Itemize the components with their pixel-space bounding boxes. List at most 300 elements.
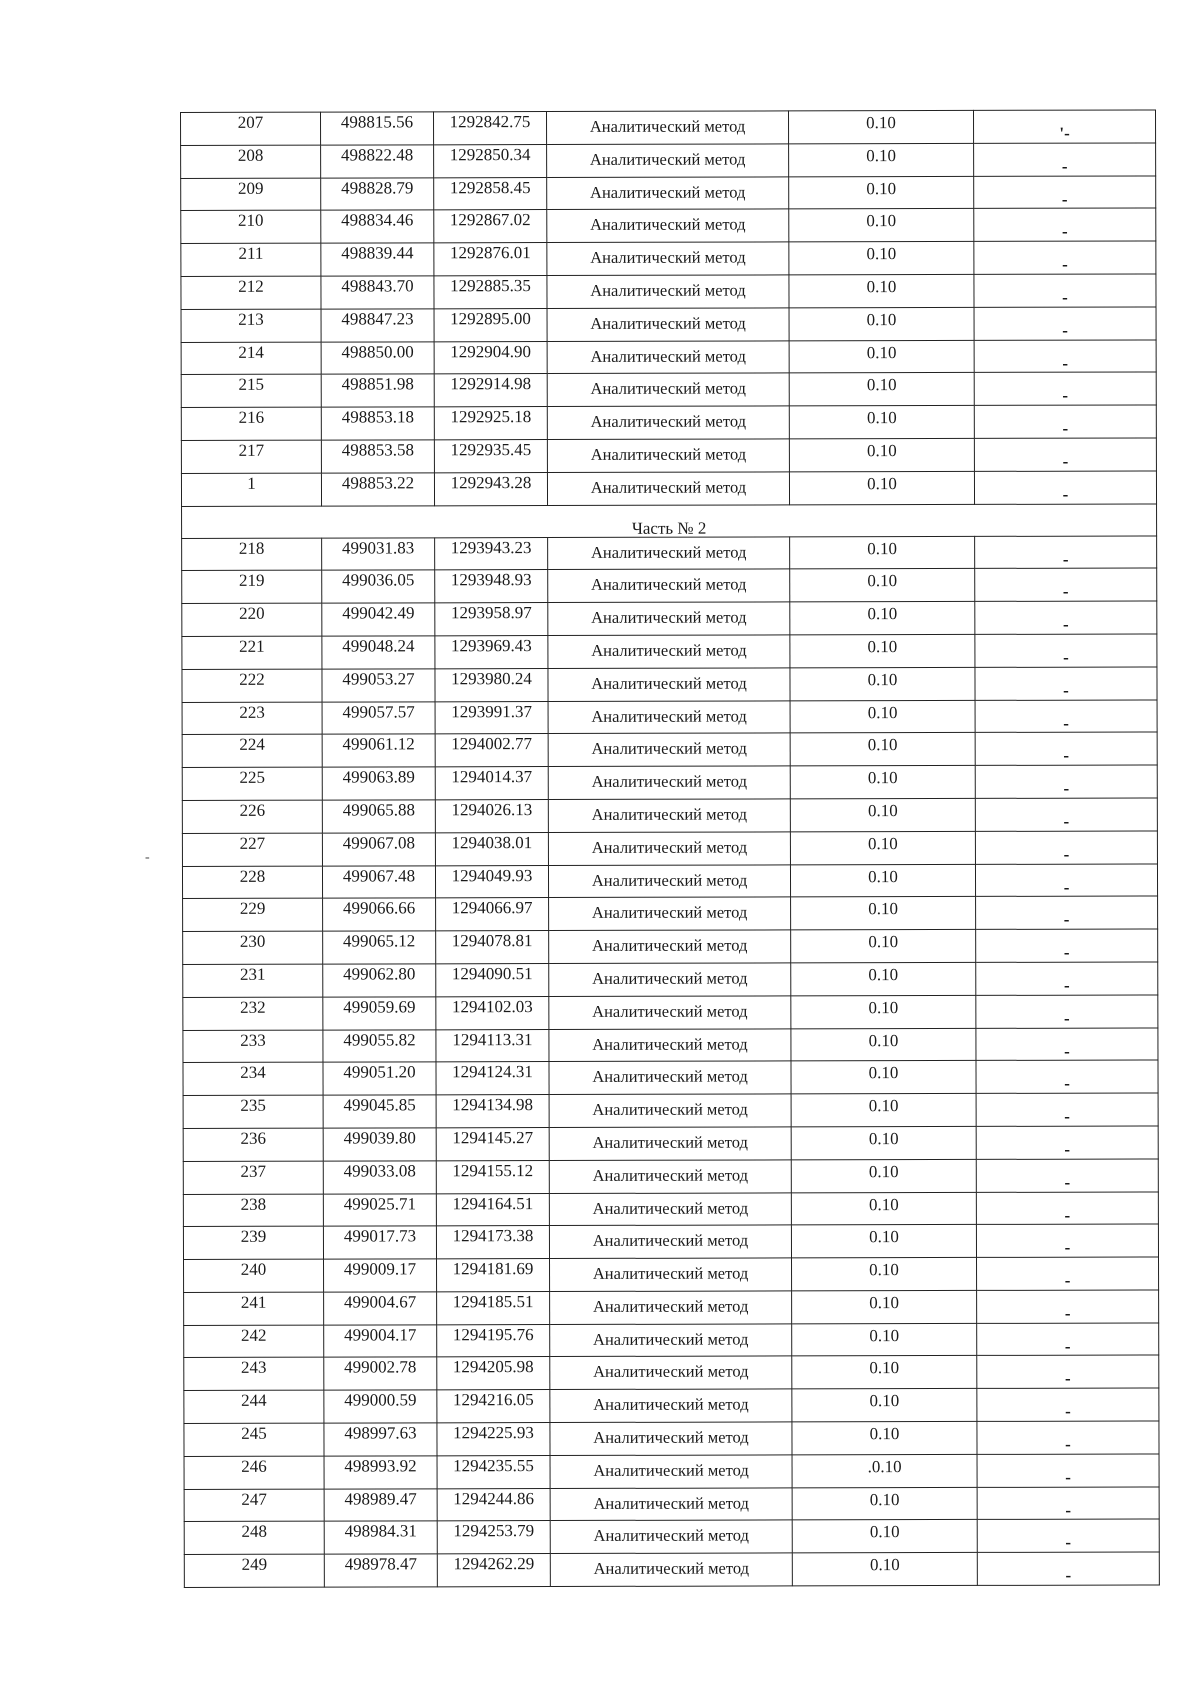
point-number-text: 236	[240, 1128, 266, 1148]
method-cell	[550, 1488, 792, 1521]
x-coordinate-text: 498989.47	[344, 1489, 417, 1509]
accuracy-text: 0.10	[869, 1358, 900, 1378]
point-number-cell	[181, 112, 321, 145]
y-coordinate-cell	[436, 1095, 549, 1128]
y-coordinate-text: 1294155.12	[452, 1160, 534, 1180]
note-cell	[975, 798, 1157, 831]
method-cell	[547, 406, 789, 439]
note-cell	[977, 1454, 1159, 1487]
y-coordinate-text: 1292925.18	[450, 407, 532, 427]
accuracy-text: 0.10	[866, 342, 897, 362]
y-coordinate-text: 1294185.51	[452, 1291, 534, 1312]
x-coordinate-cell	[323, 1095, 436, 1128]
method-cell	[547, 144, 789, 177]
x-coordinate-text: 499031.83	[341, 537, 415, 558]
y-coordinate-cell	[435, 668, 548, 701]
section-header	[182, 504, 1157, 539]
x-coordinate-cell	[322, 603, 435, 636]
method-text: Аналитический метод	[591, 870, 748, 890]
note-cell	[974, 176, 1156, 209]
y-coordinate-text: 1294225.93	[453, 1423, 534, 1443]
method-text: Аналитический метод	[590, 477, 747, 497]
note-cell	[975, 765, 1157, 798]
note-cell	[975, 667, 1157, 700]
point-number-text: 222	[239, 669, 265, 689]
x-coordinate-text: 499066.66	[342, 898, 416, 918]
scan-speck: -	[145, 850, 150, 865]
table-row	[181, 176, 1156, 211]
x-coordinate-cell	[324, 1259, 437, 1292]
y-coordinate-cell	[434, 276, 547, 309]
accuracy-text: 0.10	[868, 997, 899, 1017]
accuracy-cell	[791, 1225, 976, 1258]
accuracy-text: 0.10	[869, 1325, 900, 1345]
x-coordinate-text: 499045.85	[343, 1095, 416, 1115]
y-coordinate-text: 1294014.37	[451, 767, 533, 787]
x-coordinate-text: 498843.70	[341, 276, 414, 296]
x-coordinate-cell	[321, 243, 434, 276]
accuracy-cell	[791, 995, 976, 1028]
point-number-cell	[181, 178, 321, 211]
point-number-cell	[183, 1030, 323, 1063]
x-coordinate-text: 499017.73	[343, 1226, 417, 1246]
accuracy-cell	[790, 569, 975, 602]
accuracy-text: 0.10	[866, 113, 896, 133]
method-cell	[550, 1356, 792, 1389]
method-cell	[549, 963, 791, 996]
note-cell	[976, 1093, 1158, 1126]
point-number-text: 241	[240, 1292, 267, 1312]
note-cell	[975, 732, 1157, 765]
method-cell	[549, 1225, 791, 1258]
table-row	[184, 1454, 1159, 1489]
y-coordinate-text: 1294262.29	[453, 1554, 535, 1574]
accuracy-cell	[791, 1126, 976, 1159]
point-number-text: 233	[240, 1030, 266, 1050]
method-text: Аналитический метод	[592, 1296, 749, 1316]
point-number-text: 240	[240, 1259, 267, 1279]
table-row	[182, 667, 1157, 702]
point-number-cell	[182, 636, 322, 669]
note-cell	[974, 274, 1156, 307]
y-coordinate-text: 1292885.35	[450, 276, 531, 296]
accuracy-cell	[791, 1159, 976, 1192]
accuracy-text: 0.10	[868, 1030, 899, 1050]
accuracy-cell	[792, 1553, 977, 1586]
method-text: Аналитический метод	[590, 346, 746, 366]
x-coordinate-text: 498984.31	[344, 1521, 417, 1542]
method-cell	[550, 1553, 792, 1586]
point-number-text: 212	[238, 276, 264, 296]
table-row	[182, 798, 1157, 833]
y-coordinate-cell	[437, 1455, 550, 1488]
accuracy-text: 0.10	[866, 211, 897, 231]
y-coordinate-text: 1292842.75	[449, 112, 531, 132]
point-number-cell	[183, 1161, 323, 1194]
y-coordinate-cell	[437, 1324, 550, 1357]
y-coordinate-cell	[437, 1423, 550, 1456]
method-cell	[547, 209, 789, 242]
note-text: -	[1065, 1500, 1072, 1520]
note-text: -	[1063, 910, 1070, 930]
method-cell	[549, 1192, 791, 1225]
method-cell	[547, 111, 789, 144]
point-number-cell	[182, 866, 322, 899]
point-number-cell	[182, 800, 322, 833]
x-coordinate-cell	[321, 407, 434, 440]
method-cell	[547, 177, 789, 210]
note-text: -	[1062, 582, 1069, 602]
method-text: Аналитический метод	[590, 542, 747, 562]
x-coordinate-text: 499009.17	[343, 1259, 417, 1279]
note-text: -	[1061, 222, 1068, 242]
note-text: -	[1064, 1369, 1071, 1389]
accuracy-cell	[791, 1028, 976, 1061]
accuracy-text: 0.10	[869, 1260, 899, 1280]
accuracy-cell	[790, 831, 975, 864]
accuracy-text: 0.10	[867, 669, 898, 689]
accuracy-cell	[792, 1487, 977, 1520]
x-coordinate-cell	[322, 537, 435, 570]
point-number-cell	[182, 833, 322, 866]
note-text: -	[1063, 713, 1069, 733]
accuracy-cell	[789, 242, 974, 275]
accuracy-text: 0.10	[866, 441, 897, 461]
method-text: Аналитический метод	[593, 1493, 749, 1513]
note-text: -	[1063, 647, 1069, 667]
y-coordinate-text: 1293980.24	[451, 668, 532, 689]
table-row	[182, 732, 1157, 767]
y-coordinate-text: 1294235.55	[453, 1455, 534, 1476]
y-coordinate-cell	[436, 1029, 549, 1062]
method-cell	[548, 569, 790, 602]
x-coordinate-cell	[321, 112, 434, 145]
y-coordinate-cell	[436, 1127, 549, 1160]
note-text: -	[1062, 353, 1069, 373]
accuracy-text: 0.10	[868, 965, 899, 985]
note-cell	[975, 536, 1157, 569]
x-coordinate-cell	[324, 1292, 437, 1325]
note-text: -	[1063, 778, 1070, 798]
method-cell	[550, 1455, 792, 1488]
method-text: Аналитический метод	[590, 214, 746, 235]
table-row	[184, 1421, 1159, 1456]
x-coordinate-text: 499042.49	[342, 603, 415, 623]
x-coordinate-cell	[324, 1521, 437, 1554]
point-number-cell	[181, 440, 321, 473]
method-text: Аналитический метод	[592, 1066, 748, 1087]
method-text: Аналитический метод	[591, 673, 747, 693]
accuracy-cell	[790, 798, 975, 831]
point-number-text: 235	[240, 1095, 266, 1115]
method-cell	[550, 1520, 792, 1553]
y-coordinate-text: 1294002.77	[451, 734, 533, 754]
y-coordinate-cell	[434, 144, 547, 177]
note-text: -	[1062, 386, 1069, 406]
table-row	[184, 1290, 1159, 1325]
point-number-cell	[184, 1489, 324, 1522]
point-number-cell	[181, 342, 321, 375]
y-coordinate-text: 1293969.43	[450, 636, 532, 656]
x-coordinate-cell	[324, 1325, 437, 1358]
x-coordinate-cell	[324, 1489, 437, 1522]
point-number-text: 225	[239, 767, 266, 787]
accuracy-cell	[790, 766, 975, 799]
note-cell	[976, 995, 1158, 1028]
point-number-text: 211	[238, 243, 264, 264]
table-row	[183, 1027, 1158, 1062]
point-number-text: 213	[238, 309, 264, 329]
note-text: -	[1062, 418, 1069, 438]
y-coordinate-cell	[437, 1291, 550, 1324]
method-cell	[548, 700, 790, 733]
x-coordinate-cell	[323, 898, 436, 931]
x-coordinate-cell	[322, 767, 435, 800]
note-text: -	[1064, 1041, 1070, 1061]
table-row	[181, 307, 1156, 342]
note-text: -	[1062, 287, 1068, 307]
point-number-cell	[182, 669, 322, 702]
accuracy-text: 0.10	[866, 309, 897, 329]
method-text: Аналитический метод	[591, 607, 747, 628]
x-coordinate-cell	[323, 1062, 436, 1095]
method-text: Аналитический метод	[592, 1099, 748, 1120]
note-cell	[977, 1257, 1159, 1290]
x-coordinate-text: 499039.80	[343, 1128, 416, 1148]
note-cell	[975, 831, 1157, 864]
point-number-cell	[181, 309, 321, 342]
point-number-text: 208	[237, 145, 264, 165]
method-cell	[550, 1324, 792, 1357]
note-cell	[976, 896, 1158, 929]
accuracy-cell	[790, 864, 975, 897]
y-coordinate-text: 1293948.93	[450, 570, 532, 590]
x-coordinate-cell	[323, 997, 436, 1030]
note-cell	[977, 1487, 1159, 1520]
accuracy-text: 0.10	[866, 244, 897, 264]
accuracy-text: 0.10	[869, 1555, 900, 1575]
method-text: Аналитический метод	[589, 116, 746, 136]
point-number-text: 245	[241, 1423, 267, 1443]
point-number-text: 216	[238, 407, 265, 428]
accuracy-text: .0.10	[867, 1456, 902, 1477]
x-coordinate-cell	[324, 1554, 437, 1587]
y-coordinate-cell	[434, 210, 547, 243]
point-number-cell	[181, 473, 321, 506]
section-row	[182, 504, 1157, 539]
accuracy-cell	[790, 602, 975, 635]
accuracy-cell	[788, 110, 973, 143]
table-row	[182, 536, 1157, 571]
accuracy-text: 0.10	[866, 375, 897, 395]
x-coordinate-cell	[322, 800, 435, 833]
method-text: Аналитический метод	[591, 640, 747, 660]
note-cell	[974, 405, 1156, 438]
point-number-cell	[182, 702, 322, 735]
note-text: -	[1064, 1073, 1070, 1094]
y-coordinate-text: 1294205.98	[452, 1357, 534, 1377]
y-coordinate-text: 1294244.86	[453, 1488, 535, 1508]
method-text: Аналитический метод	[593, 1427, 749, 1448]
note-text: -	[1064, 1336, 1071, 1356]
x-coordinate-text: 499055.82	[343, 1029, 416, 1050]
accuracy-cell	[790, 536, 975, 569]
note-cell	[977, 1388, 1159, 1421]
note-cell	[975, 568, 1157, 601]
method-cell	[548, 733, 790, 766]
point-number-cell	[184, 1456, 324, 1489]
note-text: -	[1063, 746, 1070, 766]
point-number-text: 218	[238, 538, 265, 558]
accuracy-text: 0.10	[868, 833, 898, 853]
x-coordinate-text: 498822.48	[340, 145, 414, 165]
method-text: Аналитический метод	[590, 313, 746, 333]
y-coordinate-cell	[434, 440, 547, 473]
point-number-cell	[183, 1062, 323, 1095]
note-cell	[976, 929, 1158, 962]
accuracy-cell	[789, 209, 974, 242]
note-cell	[975, 863, 1157, 896]
note-text: -	[1062, 320, 1068, 340]
x-coordinate-text: 499067.48	[342, 865, 416, 886]
accuracy-cell	[791, 962, 976, 995]
x-coordinate-text: 499000.59	[344, 1390, 417, 1410]
point-number-cell	[181, 375, 321, 408]
method-text: Аналитический метод	[589, 149, 746, 169]
note-cell	[974, 307, 1156, 340]
note-cell	[974, 438, 1156, 471]
point-number-cell	[184, 1325, 324, 1358]
y-coordinate-cell	[436, 1226, 549, 1259]
x-coordinate-text: 499002.78	[344, 1357, 417, 1378]
accuracy-text: 0.10	[869, 1489, 900, 1509]
accuracy-cell	[789, 373, 974, 406]
note-text: -	[1065, 1533, 1072, 1553]
point-number-text: 243	[241, 1358, 267, 1378]
y-coordinate-cell	[437, 1521, 550, 1554]
point-number-text: 210	[238, 211, 264, 231]
y-coordinate-text: 1294124.31	[452, 1062, 533, 1082]
method-cell	[548, 635, 790, 668]
x-coordinate-cell	[322, 833, 435, 866]
method-cell	[548, 766, 790, 799]
note-cell	[973, 110, 1155, 143]
x-coordinate-text: 499059.69	[343, 997, 416, 1017]
y-coordinate-cell	[434, 374, 547, 407]
x-coordinate-cell	[323, 1161, 436, 1194]
x-coordinate-text: 499004.17	[344, 1325, 417, 1345]
accuracy-text: 0.10	[868, 1129, 899, 1149]
y-coordinate-cell	[436, 1062, 549, 1095]
method-text: Аналитический метод	[591, 837, 748, 857]
accuracy-text: 0.10	[867, 735, 898, 755]
table-row	[181, 110, 1156, 145]
y-coordinate-text: 1292895.00	[450, 308, 531, 329]
point-number-text: 226	[239, 800, 266, 820]
method-text: Аналитический метод	[593, 1525, 749, 1546]
method-text: Аналитический метод	[591, 574, 747, 595]
table-row	[183, 896, 1158, 931]
point-number-cell	[181, 243, 321, 276]
note-cell	[977, 1421, 1159, 1454]
y-coordinate-text: 1292850.34	[449, 144, 531, 165]
note-cell	[977, 1290, 1159, 1323]
x-coordinate-text: 498834.46	[341, 210, 414, 230]
y-coordinate-cell	[437, 1554, 550, 1587]
y-coordinate-cell	[436, 1193, 549, 1226]
note-text: -	[1064, 1270, 1071, 1290]
method-cell	[550, 1258, 792, 1291]
x-coordinate-cell	[321, 374, 434, 407]
y-coordinate-cell	[435, 832, 548, 865]
x-coordinate-cell	[323, 1226, 436, 1259]
point-number-text: 220	[239, 603, 265, 624]
point-number-text: 1	[247, 473, 256, 493]
accuracy-text: 0.10	[868, 1161, 899, 1181]
point-number-text: 229	[239, 899, 266, 919]
point-number-cell	[183, 997, 323, 1030]
note-text: -	[1062, 451, 1069, 471]
method-text: Аналитический метод	[591, 804, 748, 824]
y-coordinate-text: 1292867.02	[449, 210, 531, 230]
point-number-cell	[184, 1554, 324, 1587]
x-coordinate-cell	[323, 1029, 436, 1062]
table-row	[183, 1191, 1158, 1226]
method-text: Аналитический метод	[590, 378, 746, 399]
point-number-text: 207	[237, 112, 264, 132]
x-coordinate-cell	[323, 964, 436, 997]
x-coordinate-text: 499004.67	[343, 1292, 417, 1312]
point-number-cell	[184, 1358, 324, 1391]
note-text: -	[1063, 975, 1070, 995]
method-cell	[550, 1422, 792, 1455]
point-number-cell	[184, 1390, 324, 1423]
point-number-text: 232	[240, 997, 266, 1017]
method-cell	[548, 668, 790, 701]
point-number-cell	[182, 603, 322, 636]
y-coordinate-cell	[436, 931, 549, 964]
y-coordinate-text: 1294090.51	[451, 964, 533, 984]
method-cell	[548, 864, 790, 897]
x-coordinate-text: 498993.92	[344, 1456, 417, 1476]
method-text: Аналитический метод	[590, 444, 747, 464]
y-coordinate-text: 1292914.98	[450, 374, 532, 394]
note-cell	[976, 1224, 1158, 1257]
table-row	[181, 143, 1156, 178]
y-coordinate-cell	[434, 243, 547, 276]
note-cell	[976, 1027, 1158, 1060]
y-coordinate-text: 1294134.98	[452, 1095, 533, 1115]
point-number-text: 244	[241, 1391, 267, 1411]
y-coordinate-text: 1292858.45	[449, 177, 531, 197]
note-text: -	[1062, 549, 1069, 569]
table-row	[181, 274, 1156, 309]
y-coordinate-text: 1294038.01	[451, 832, 533, 853]
accuracy-cell	[791, 1094, 976, 1127]
point-number-cell	[182, 767, 322, 800]
note-text: -	[1063, 680, 1069, 700]
accuracy-cell	[792, 1520, 977, 1553]
table-row	[183, 1159, 1158, 1194]
method-text: Аналитический метод	[593, 1460, 749, 1480]
accuracy-cell	[792, 1258, 977, 1291]
x-coordinate-cell	[323, 1128, 436, 1161]
note-cell	[977, 1519, 1159, 1552]
x-coordinate-text: 499065.88	[342, 800, 415, 820]
note-cell	[974, 340, 1156, 373]
note-cell	[977, 1552, 1159, 1585]
note-cell	[975, 601, 1157, 634]
